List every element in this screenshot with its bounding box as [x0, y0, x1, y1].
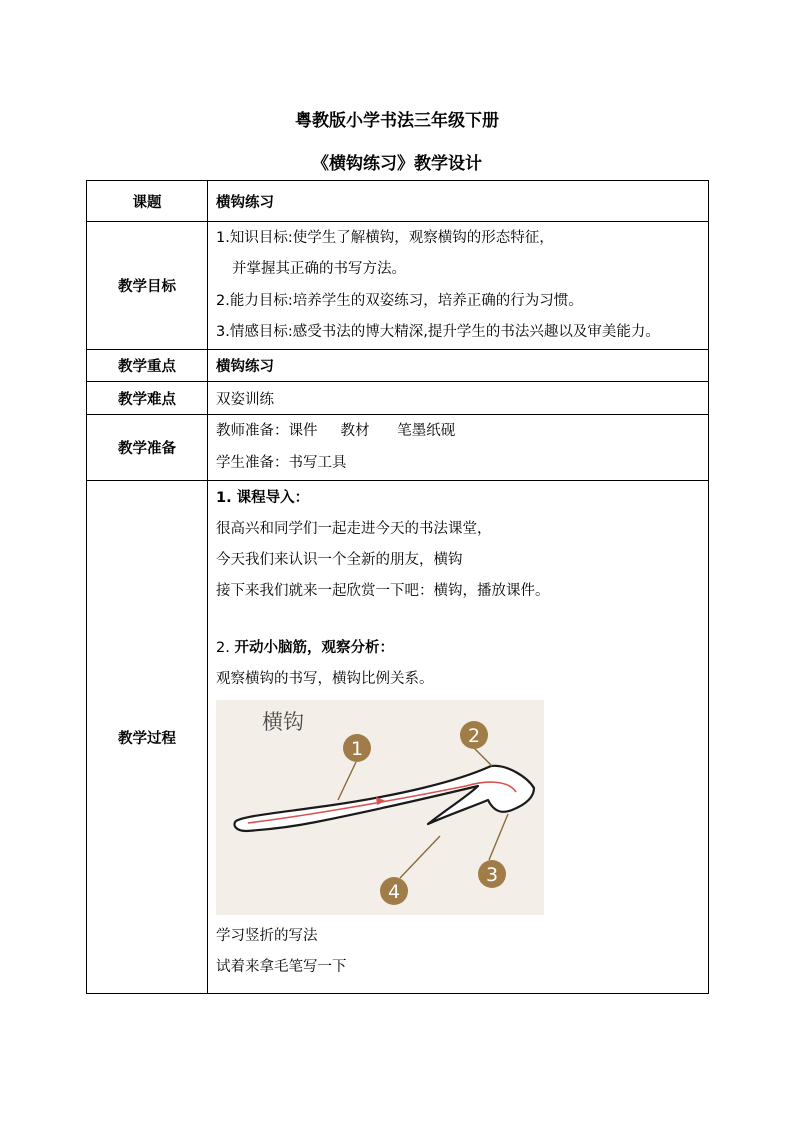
section-2-heading: [216, 633, 708, 664]
hengou-stroke-figure: [216, 700, 544, 915]
figure-label: 横钩: [262, 710, 304, 734]
label-key-point: 教学重点: [87, 350, 208, 382]
label-difficulty: 教学难点: [87, 382, 208, 415]
intro-line-3: 接下来我们就来一起欣赏一下吧：横钩，播放课件。: [216, 583, 550, 599]
student-preparation: 学生准备：书写工具: [216, 454, 347, 471]
svg-text:1: 1: [350, 738, 364, 760]
after-line-2: 试着来拿毛笔写一下: [216, 959, 347, 975]
value-key-point: 横钩练习: [208, 350, 709, 382]
objective-line-4: 3.情感目标:感受书法的博大精深,提升学生的书法兴趣以及审美能力。: [216, 324, 660, 340]
marker-3: [478, 860, 506, 888]
marker-4: [380, 877, 408, 905]
svg-text:4: 4: [387, 881, 401, 903]
objective-line-3: 2.能力目标:培养学生的双姿练习，培养正确的行为习惯。: [216, 292, 583, 309]
section-2-number: 2.: [216, 640, 230, 656]
document-title: 粤教版小学书法三年级下册: [295, 111, 499, 131]
row-preparation: [87, 415, 709, 481]
row-key-point: [87, 350, 709, 382]
label-objectives: 教学目标: [87, 222, 208, 350]
marker-2: [460, 721, 488, 749]
value-topic: 横钩练习: [208, 181, 709, 222]
observe-line: 观察横钩的书写，横钩比例关系。: [216, 671, 434, 687]
marker-1: [343, 734, 371, 762]
objective-line-2: 并掌握其正确的书写方法。: [232, 261, 406, 277]
label-topic: 课题: [87, 181, 208, 222]
value-process: [208, 481, 709, 994]
section-1-title: 1. 课程导入：: [216, 490, 310, 506]
teacher-preparation: 教师准备：课件 教材 笔墨纸砚: [216, 423, 456, 439]
hengou-stroke-illustration: [216, 700, 544, 915]
row-process: [87, 481, 709, 994]
svg-text:3: 3: [485, 864, 499, 886]
document-subtitle: 《横钩练习》教学设计: [312, 154, 482, 174]
svg-text:2: 2: [467, 725, 481, 747]
intro-line-1: 很高兴和同学们一起走进今天的书法课堂，: [216, 521, 492, 537]
objective-line-1: 1.知识目标:使学生了解横钩，观察横钩的形态特征，: [216, 229, 554, 246]
row-topic: [87, 181, 709, 222]
value-preparation: [208, 415, 709, 481]
section-2-title: 开动小脑筋，观察分析：: [234, 640, 394, 656]
lesson-plan-table: [86, 180, 709, 994]
after-line-1: 学习竖折的写法: [216, 928, 318, 944]
value-objectives: [208, 222, 709, 350]
label-preparation: 教学准备: [87, 415, 208, 481]
row-difficulty: [87, 382, 709, 415]
label-process: 教学过程: [87, 481, 208, 994]
intro-line-2: 今天我们来认识一个全新的朋友，横钩: [216, 552, 463, 568]
value-difficulty: 双姿训练: [208, 382, 709, 415]
row-objectives: [87, 222, 709, 350]
